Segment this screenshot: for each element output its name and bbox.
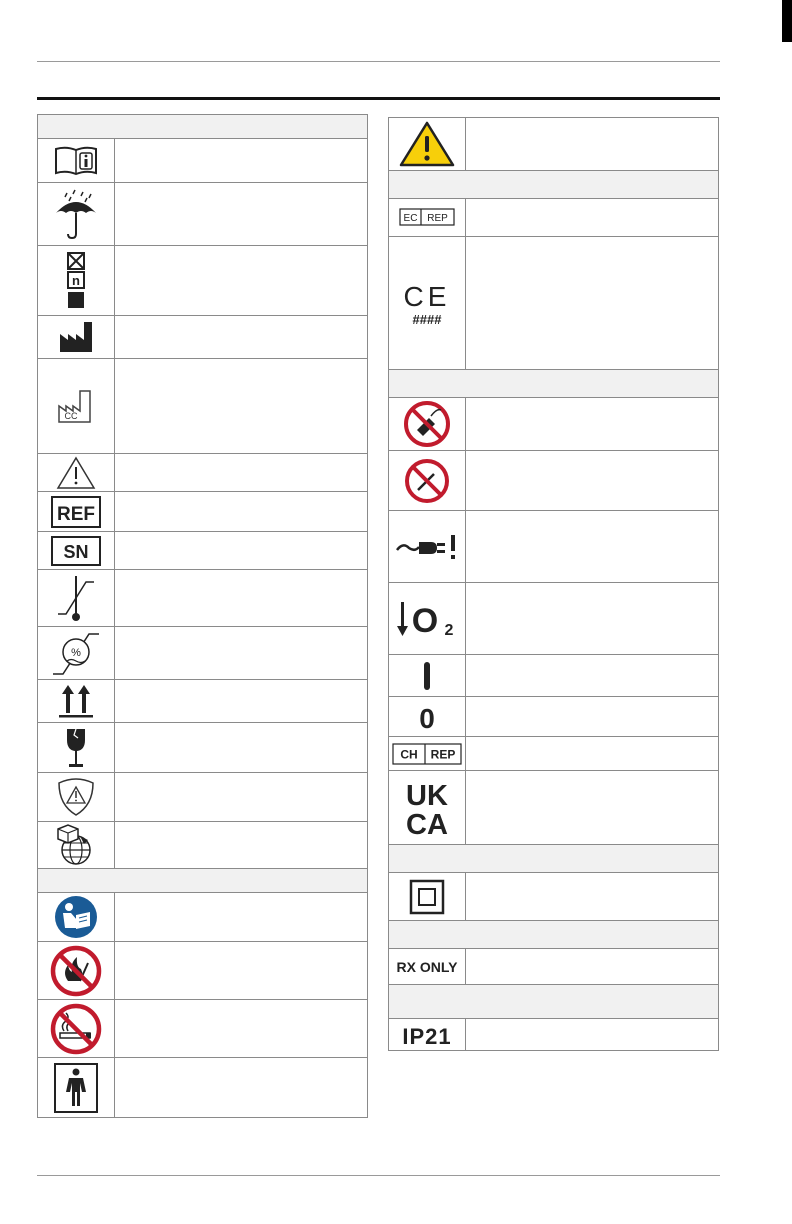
symbol-row bbox=[38, 1000, 368, 1058]
instructions-for-use-icon bbox=[53, 145, 99, 177]
warning-triangle-icon bbox=[399, 120, 455, 168]
date-of-manufacture-icon bbox=[56, 388, 96, 424]
symbols-table-right bbox=[388, 117, 719, 1051]
symbol-row bbox=[389, 583, 719, 655]
rx-only-label: RX ONLY bbox=[396, 958, 458, 975]
humidity-percent-label: % bbox=[71, 647, 81, 659]
reference-number-icon bbox=[50, 495, 102, 529]
symbol-row bbox=[38, 893, 368, 942]
table-section-header bbox=[38, 869, 368, 893]
ch-rep-icon bbox=[392, 743, 462, 765]
ca-label: CA bbox=[406, 808, 448, 837]
uk-label: UK bbox=[406, 779, 448, 812]
ch-rep-label: REP bbox=[430, 747, 456, 761]
humidity-limit-icon bbox=[51, 628, 101, 678]
symbol-row bbox=[389, 511, 719, 583]
header-rule bbox=[37, 61, 720, 62]
symbol-row bbox=[389, 1019, 719, 1051]
importer-icon bbox=[54, 824, 98, 866]
symbol-row bbox=[38, 570, 368, 627]
device-caution-icon bbox=[55, 777, 97, 817]
no-open-flame-icon bbox=[50, 945, 102, 997]
table-section-header bbox=[38, 115, 368, 139]
power-off-icon bbox=[415, 702, 439, 732]
class-ii-equipment-icon bbox=[409, 879, 445, 915]
ch-label: CH bbox=[400, 747, 418, 761]
symbol-row bbox=[38, 627, 368, 680]
symbol-row bbox=[389, 199, 719, 237]
power-on-icon bbox=[422, 661, 432, 691]
symbol-row bbox=[38, 773, 368, 822]
symbol-row bbox=[38, 822, 368, 869]
no-oil-grease-icon bbox=[403, 400, 451, 448]
table-section-header bbox=[389, 370, 719, 398]
read-manual-icon bbox=[54, 895, 98, 939]
page-edge-tab bbox=[782, 0, 792, 42]
caution-icon bbox=[56, 456, 96, 490]
symbol-row bbox=[389, 873, 719, 921]
symbol-row bbox=[38, 454, 368, 492]
ukca-mark-icon bbox=[399, 779, 455, 837]
symbol-row bbox=[38, 139, 368, 183]
symbol-row bbox=[389, 451, 719, 511]
symbol-row bbox=[389, 118, 719, 171]
this-way-up-icon bbox=[56, 682, 96, 720]
oxygen-symbol: O bbox=[411, 601, 439, 640]
symbol-row bbox=[389, 655, 719, 697]
symbols-table-left bbox=[37, 114, 368, 1118]
oxygen-low-icon bbox=[395, 598, 459, 640]
ce-label: CE bbox=[403, 281, 451, 312]
symbol-row bbox=[38, 316, 368, 359]
stacking-limit-icon bbox=[64, 251, 88, 311]
type-bf-applied-part-icon bbox=[53, 1062, 99, 1114]
serial-number-icon bbox=[50, 535, 102, 567]
table-section-header bbox=[389, 845, 719, 873]
manufacture-date-code: CC bbox=[64, 411, 78, 421]
symbol-row bbox=[38, 359, 368, 454]
symbol-row bbox=[389, 237, 719, 370]
symbol-row bbox=[389, 771, 719, 845]
symbol-row bbox=[38, 942, 368, 1000]
keep-dry-icon bbox=[53, 187, 99, 241]
no-smoking-icon bbox=[50, 1003, 102, 1055]
symbol-row bbox=[38, 183, 368, 246]
symbol-row bbox=[38, 723, 368, 773]
manufacturer-icon bbox=[58, 320, 94, 354]
symbol-row bbox=[38, 532, 368, 570]
symbol-row bbox=[389, 697, 719, 737]
rep-label: REP bbox=[427, 213, 448, 225]
symbol-row bbox=[389, 398, 719, 451]
table-section-header bbox=[389, 921, 719, 949]
stack-count-label: n bbox=[72, 272, 80, 288]
symbol-row bbox=[389, 949, 719, 985]
ec-rep-icon bbox=[399, 208, 455, 226]
do-not-disassemble-icon bbox=[404, 458, 450, 504]
footer-rule bbox=[37, 1175, 720, 1176]
fragile-icon bbox=[61, 726, 91, 770]
rx-only-icon bbox=[391, 957, 463, 977]
power-plug-caution-icon bbox=[395, 532, 459, 562]
symbol-row bbox=[389, 737, 719, 771]
ce-mark-icon bbox=[399, 278, 455, 328]
table-section-header bbox=[389, 985, 719, 1019]
ip-rating-label: IP21 bbox=[402, 1023, 452, 1047]
symbol-row bbox=[38, 1058, 368, 1118]
temperature-limit-icon bbox=[56, 572, 96, 624]
symbol-row bbox=[38, 492, 368, 532]
symbol-row bbox=[38, 680, 368, 723]
oxygen-subscript: 2 bbox=[444, 621, 454, 639]
symbol-row bbox=[38, 246, 368, 316]
ingress-protection-icon bbox=[395, 1023, 459, 1047]
ec-label: EC bbox=[403, 213, 418, 225]
power-off-label: 0 bbox=[419, 702, 435, 732]
ref-label: REF bbox=[57, 503, 95, 525]
table-section-header bbox=[389, 171, 719, 199]
notified-body-number: #### bbox=[412, 312, 442, 327]
section-rule bbox=[37, 97, 720, 100]
sn-label: SN bbox=[63, 541, 89, 562]
